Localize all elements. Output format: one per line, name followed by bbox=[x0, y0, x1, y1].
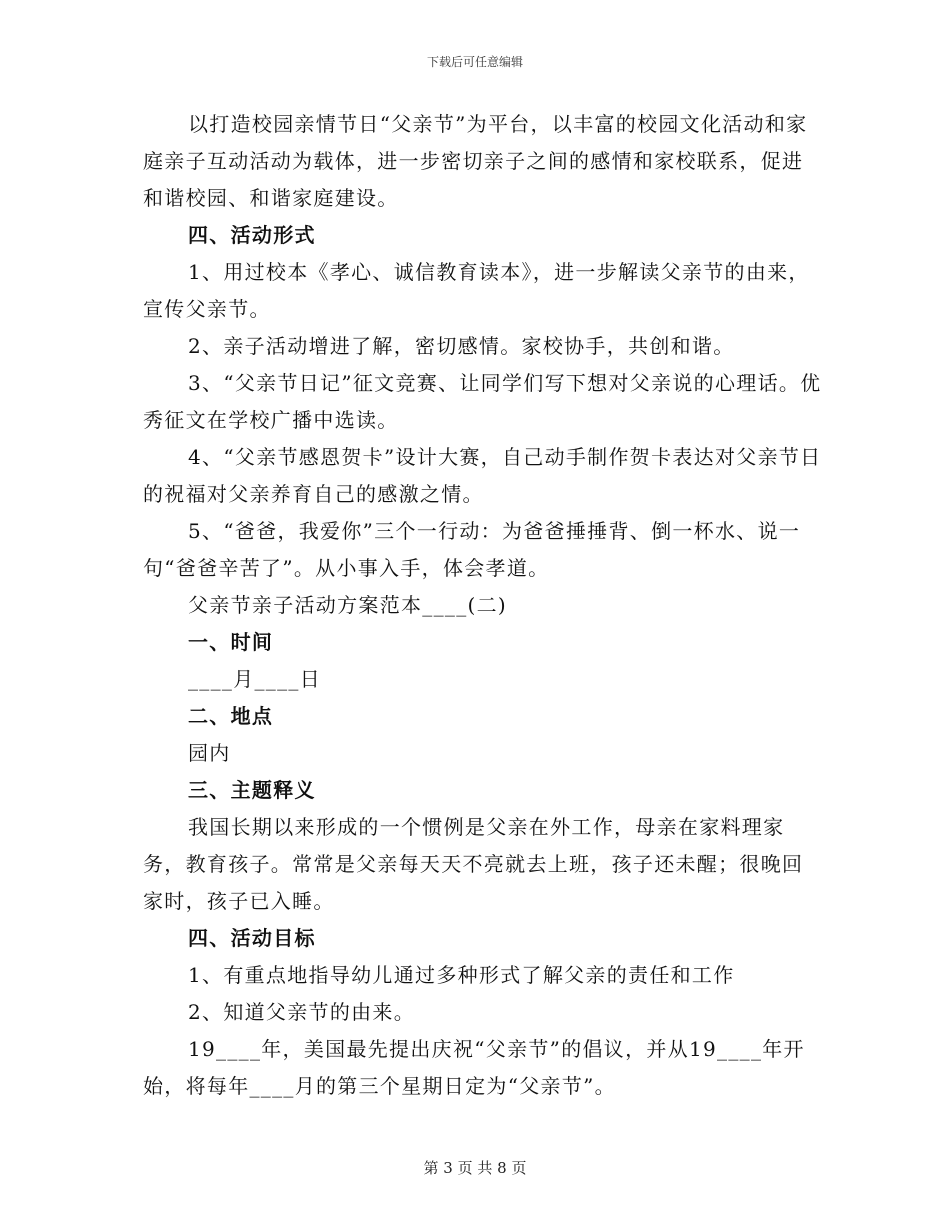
paragraph-history: 19____年，美国最先提出庆祝“父亲节”的倡议，并从19____年开始，将每年____月的第三个星期日定为“父亲节”。 bbox=[143, 1037, 805, 1098]
page-header-note: 下载后可任意编辑 bbox=[426, 55, 523, 69]
list-item-2: 2、亲子活动增进了解，密切感情。家校协手，共创和谐。 bbox=[188, 334, 735, 358]
paragraph-purpose: 以打造校园亲情节日“父亲节”为平台，以丰富的校园文化活动和家庭亲子互动活动为载体，进一步密切亲子之间的感情和家校联系，促进和谐校园、和谐家庭建设。 bbox=[143, 112, 808, 210]
list-item-3: 3、“父亲节日记”征文竞赛、让同学们写下想对父亲说的心理话。优秀征文在学校广播中选读。 bbox=[143, 371, 822, 432]
document-body bbox=[143, 106, 823, 1105]
heading-activity-form: 四、活动形式 bbox=[188, 223, 316, 247]
heading-goals: 四、活动目标 bbox=[188, 926, 316, 950]
paragraph-theme: 我国长期以来形成的一个惯例是父亲在外工作，母亲在家料理家务，教育孩子。常常是父亲每天天不亮就去上班，孩子还未醒；很晚回家时，孩子已入睡。 bbox=[143, 815, 804, 913]
location-value: 园内 bbox=[188, 741, 231, 765]
goal-item-1: 1、有重点地指导幼儿通过多种形式了解父亲的责任和工作 bbox=[188, 963, 735, 987]
time-value: ____月____日 bbox=[188, 667, 321, 691]
list-item-4: 4、“父亲节感恩贺卡”设计大赛，自己动手制作贺卡表达对父亲节日的祝福对父亲养育自己的感激之情。 bbox=[143, 445, 822, 506]
heading-location: 二、地点 bbox=[188, 704, 274, 728]
section-title-plan-two: 父亲节亲子活动方案范本____(二) bbox=[188, 593, 508, 617]
page-footer: 第 3 页 共 8 页 bbox=[423, 1159, 527, 1177]
list-item-5: 5、“爸爸，我爱你”三个一行动：为爸爸捶捶背、倒一杯水、说一句“爸爸辛苦了”。从小事入手，体会孝道。 bbox=[143, 519, 801, 580]
list-item-1: 1、用过校本《孝心、诚信教育读本》，进一步解读父亲节的由来，宣传父亲节。 bbox=[143, 260, 810, 321]
goal-item-2: 2、知道父亲节的由来。 bbox=[188, 1000, 416, 1024]
heading-time: 一、时间 bbox=[188, 630, 274, 654]
heading-theme: 三、主题释义 bbox=[188, 778, 316, 802]
